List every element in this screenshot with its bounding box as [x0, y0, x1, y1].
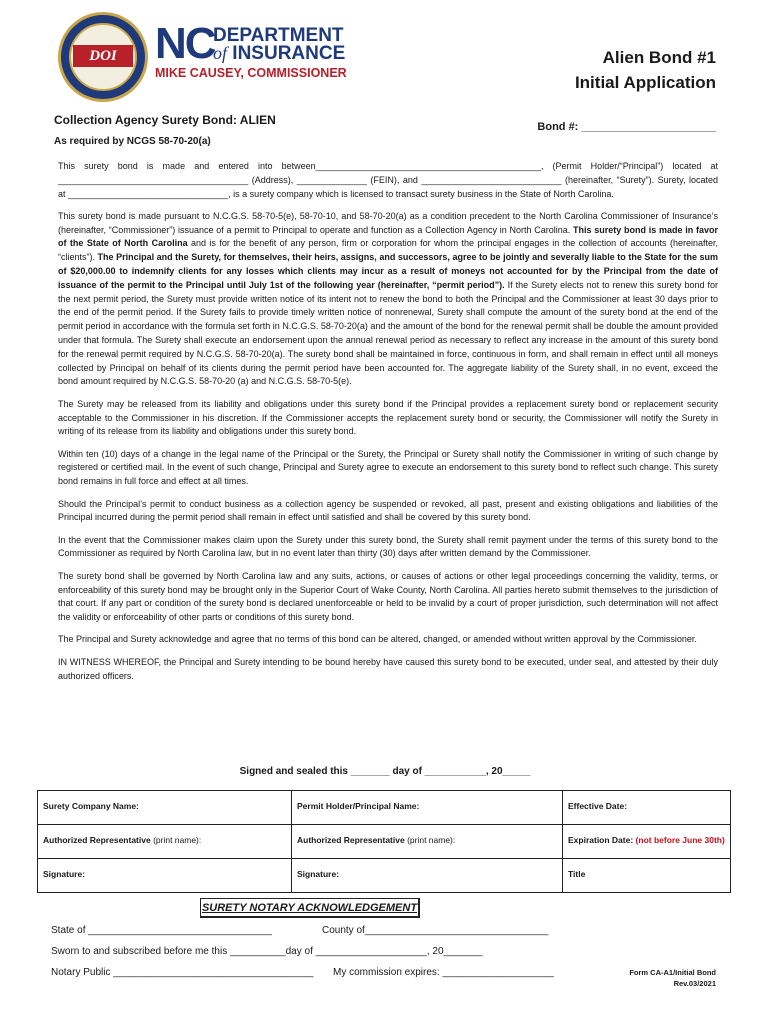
- paragraph-amendments: The Principal and Surety acknowledge and agree that no terms of this bond can be altered, changed, or amended without written approval by the Commissioner.: [58, 634, 697, 645]
- logo-department: DEPARTMENT: [213, 25, 344, 46]
- surety-company-name-cell[interactable]: [38, 791, 292, 825]
- logo-insurance: [213, 44, 345, 63]
- bond-type-heading: Collection Agency Surety Bond: ALIEN: [54, 113, 276, 127]
- principal-name-label: Permit Holder/Principal Name:: [297, 801, 420, 811]
- paragraph-release: The Surety may be released from its liability and obligations under this surety bond if the Principal provides a replacement surety bond or replacement security acceptable to the Commissioner in his discretion. If the Commissioner accepts the replacement surety bond or security, the Commissioner will notify the Surety in writing of its release from its liability and obligations under this surety bond.: [58, 398, 718, 437]
- purpose-text-3: If the Surety elects not to renew this surety bond for the next permit period, the Surety must provide written notice of its intent not to renew the bond to both the Principal and the Commissioner at least 30 days prior to the end of the permit period. If the Surety fails to provide timely written notice of nonrenewal, Surety shall compute the amount of the surety bond at the end of the permit period in accordance with the formula set forth in N.C.G.S. 58-70-20(a) and the amount of the bond for the renewal permit shall be double the amount provided under that formula. The Surety shall execute an endorsement upon the annual renewal period as necessary to reflect any increase in the amount of this surety bond for the renewal permit required by N.C.G.S. 58-70-20(a). The surety bond shall be maintained in force, continuous in form, and shall remain in effect until all moneys collected by Principal on behalf of its clients during the permit period have been accounted for. The aggregate liability of the Surety shall, in no event, exceed the bond amount required by N.C.G.S. 58-70-20 (a) and N.C.G.S. 58-70-5(e).: [58, 279, 718, 387]
- surety-rep-cell[interactable]: [38, 825, 292, 859]
- effective-date-cell[interactable]: [563, 791, 731, 825]
- surety-signature-label: Signature:: [43, 869, 86, 879]
- expiration-date-label: Expiration Date:: [568, 835, 634, 845]
- purpose-text-2: and is for the benefit of any person, firm or corporation for whom the principal engages in the collection of accounts (hereinafter, “clients”).: [58, 238, 718, 263]
- form-number: Form CA-A1/Initial Bond: [629, 968, 716, 977]
- form-identifier: [629, 967, 716, 989]
- logo-of: of: [213, 43, 228, 63]
- surety-company-name-label: Surety Company Name:: [43, 801, 139, 811]
- notary-heading: SURETY NOTARY ACKNOWLEDGEMENT: [200, 898, 420, 918]
- surety-rep-hint: (print name):: [150, 835, 202, 845]
- table-row: [38, 791, 731, 825]
- signed-sealed-line[interactable]: Signed and sealed this _______ day of ___________, 20_____: [239, 766, 531, 777]
- document-title: Alien Bond #1: [602, 48, 716, 67]
- bond-body: [58, 160, 718, 692]
- principal-name-cell[interactable]: [292, 791, 563, 825]
- expiration-date-cell[interactable]: [563, 825, 731, 859]
- principal-rep-cell[interactable]: [292, 825, 563, 859]
- effective-date-label: Effective Date:: [568, 801, 628, 811]
- paragraph-parties: This surety bond is made and entered into between_____________________________________________, (Permit Holder/“Principal”) located at ______________________________________ (Address), ______________ (FEIN), and ____________________________ (hereinafter, “Surety”). Surety, located at ________________________________, is a surety company which is licensed to transact surety business in the State of North Carolina.: [58, 161, 718, 199]
- logo-insurance-text: INSURANCE: [232, 43, 346, 64]
- bond-number-field[interactable]: Bond #: ______________________: [537, 121, 716, 133]
- notary-public-field[interactable]: Notary Public ____________________________________: [51, 967, 314, 978]
- ncdoi-seal: [58, 12, 148, 102]
- logo-commissioner: MIKE CAUSEY, COMMISSIONER: [155, 66, 347, 80]
- notary-sworn-field[interactable]: Sworn to and subscribed before me this __________day of ____________________, 20_______: [51, 946, 483, 957]
- paragraph-witness: IN WITNESS WHEREOF, the Principal and Surety intending to be bound hereby have caused this surety bond to be executed, under seal, and attested by their duly authorized officers.: [58, 656, 718, 681]
- principal-rep-hint: (print name):: [404, 835, 456, 845]
- paragraph-governing-law: The surety bond shall be governed by North Carolina law and any suits, actions, or causes of actions or other legal proceedings concerning the validity, terms, or enforceability of this surety bond may be brought only in the Superior Court of Wake County, North Carolina. All parties hereto submit themselves to the jurisdiction of that court. If any part or condition of the surety bond is declared unenforceable or held to be invalid by a court of proper jurisdiction, such determination will not affect the validity or enforceability of other parts or conditions of this surety bond.: [58, 570, 718, 623]
- paragraph-suspension: Should the Principal’s permit to conduct business as a collection agency be suspended or revoked, all past, present and existing obligations and liabilities of the Principal incurred during the permit period shall remain in effect until satisfied and shall be covered by this surety bond.: [58, 498, 718, 523]
- principal-signature-label: Signature:: [297, 869, 340, 879]
- purpose-text-1: This surety bond is made pursuant to N.C.G.S. 58-70-5(e), 58-70-10, and 58-70-20(a) as a condition precedent to the North Carolina Commissioner of Insurance’s (hereinafter, “Commissioner”) issuance of a permit to Principal to operate and function as a Collection Agency in North Carolina.: [58, 210, 718, 235]
- logo-nc: NC: [155, 19, 215, 68]
- title-label: Title: [568, 869, 586, 879]
- purpose-liability: The Principal and the Surety, for themselves, their heirs, assigns, and successors, agree to be jointly and severally liable to the State for the sum of $20,000.00 to indemnify clients for any losses which clients may incur as a result of moneys not accounted for by the Principal from the date of issuance of the permit to the Principal until July 1st of the following year (hereinafter, “permit period”).: [58, 252, 718, 290]
- surety-signature-cell[interactable]: [38, 859, 292, 893]
- principal-signature-cell[interactable]: [292, 859, 563, 893]
- form-revision: Rev.03/2021: [673, 979, 716, 988]
- notary-commission-field[interactable]: My commission expires: ____________________: [333, 967, 554, 978]
- signature-table: [37, 790, 731, 893]
- paragraph-name-change: Within ten (10) days of a change in the legal name of the Principal or the Surety, the Principal or Surety shall notify the Commissioner in writing of such change by registered or certified mail. In the event of such change, Principal and Surety agree to execute an endorsement to this surety bond to reflect such change. This surety bond remains in full force and effect at all times.: [58, 448, 718, 487]
- principal-rep-label: Authorized Representative: [297, 835, 405, 845]
- surety-rep-label: Authorized Representative: [43, 835, 151, 845]
- statute-reference: As required by NCGS 58-70-20(a): [54, 136, 211, 147]
- expiration-date-note: (not before June 30th): [633, 835, 725, 845]
- seal-doi-label: DOI: [73, 45, 133, 67]
- paragraph-claims: In the event that the Commissioner makes claim upon the Surety under this surety bond, the Surety shall remit payment under the terms of this surety bond to the Commissioner as required by North Carolina law, but in no event later than thirty (30) days after written demand by the Commissioner.: [58, 534, 718, 559]
- notary-state-field[interactable]: State of _________________________________: [51, 925, 272, 936]
- paragraph-purpose: [58, 210, 718, 389]
- document-subtitle: Initial Application: [574, 73, 716, 92]
- table-row: [38, 825, 731, 859]
- purpose-favor-state: This surety bond is made in favor of the State of North Carolina: [58, 224, 719, 249]
- title-cell[interactable]: [563, 859, 731, 893]
- notary-county-field[interactable]: County of_________________________________: [322, 925, 549, 936]
- table-row: [38, 859, 731, 893]
